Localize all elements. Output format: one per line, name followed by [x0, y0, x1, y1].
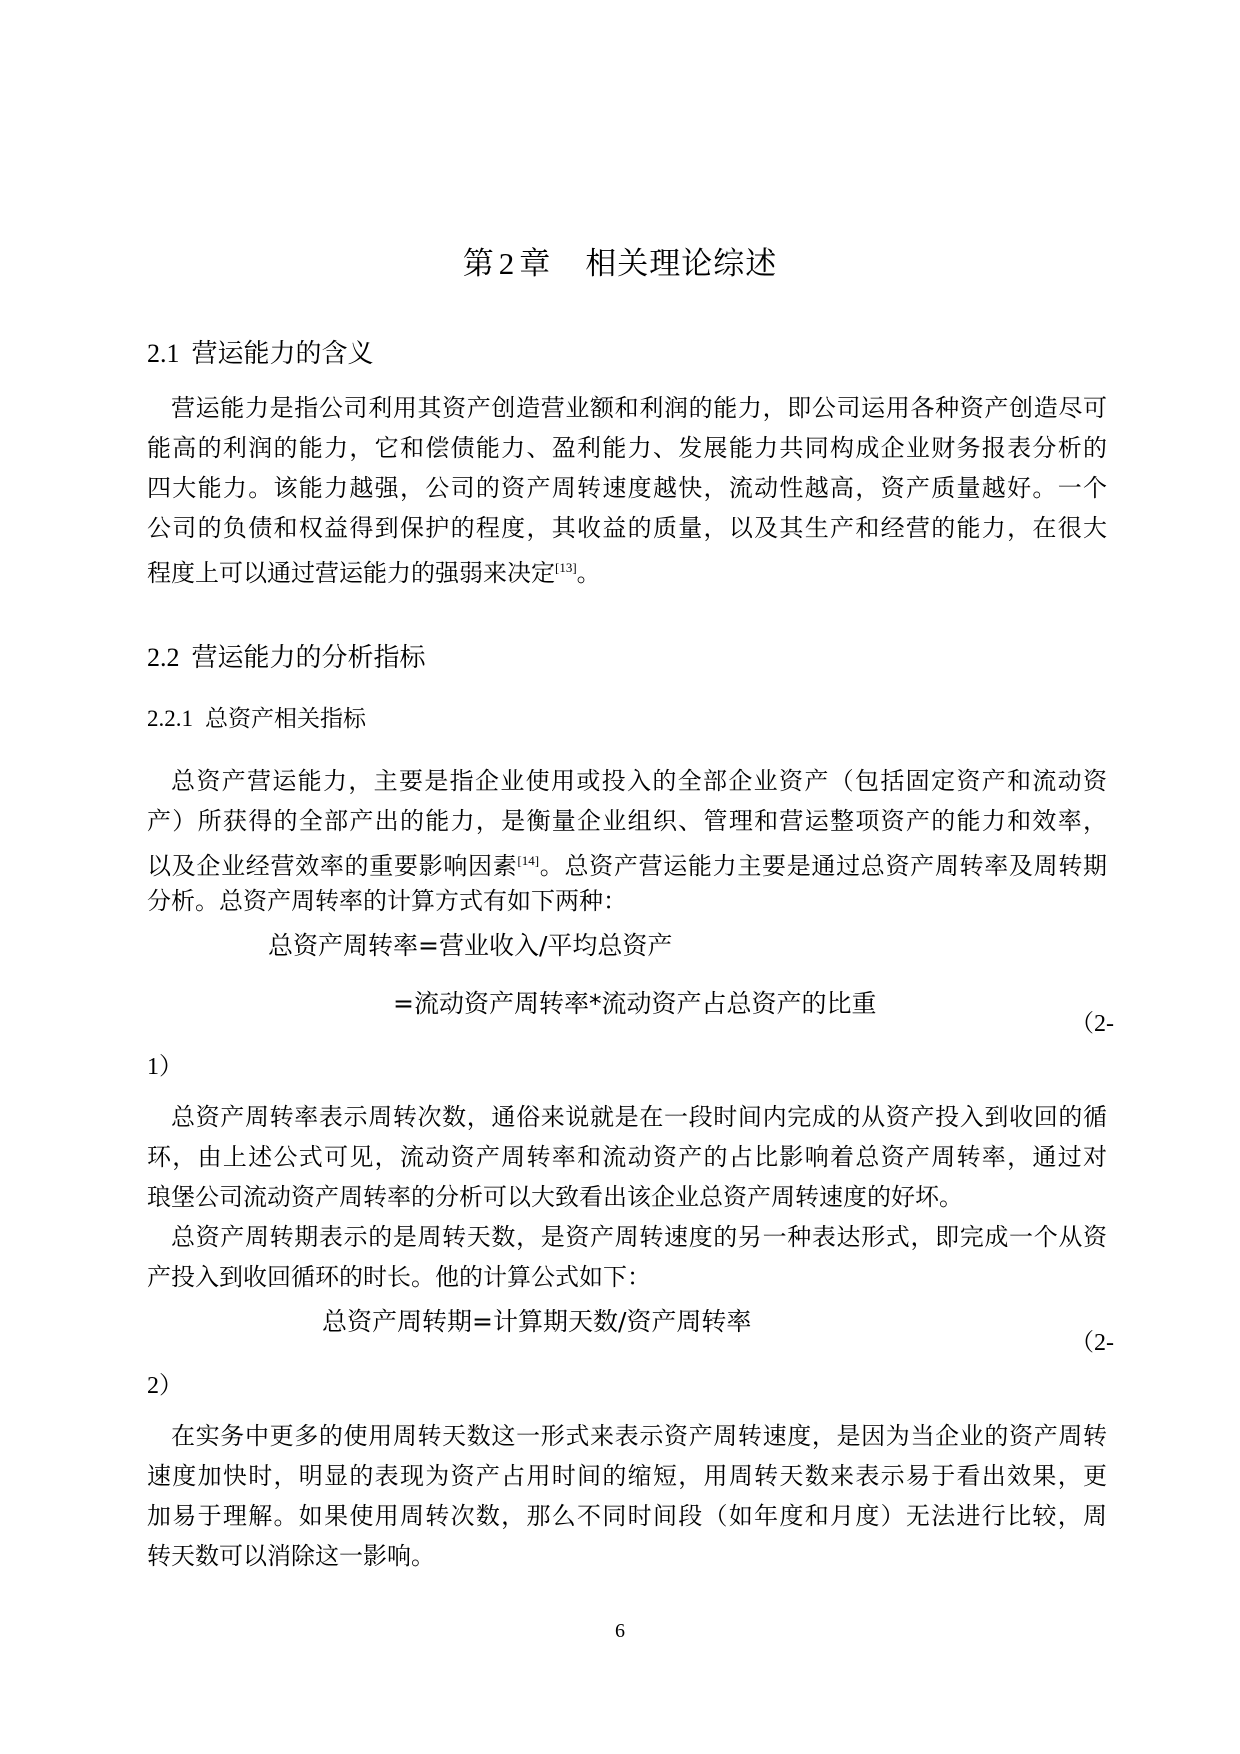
paragraph-line: 在实务中更多的使用周转天数这一形式来表示资产周转速度，是因为当企业的资产周转 [171, 1422, 1107, 1450]
subsection-title: 总资产相关指标 [205, 706, 366, 732]
paragraph-line [147, 841, 1107, 886]
chapter-heading [0, 238, 1240, 283]
line-text: 程度上可以通过营运能力的强弱来决定 [147, 559, 555, 587]
section-number: 2.1 [147, 339, 180, 368]
formula-line: 总资产周转期=计算期天数/资产周转率 [322, 1307, 752, 1336]
paragraph-line: 总资产营运能力，主要是指企业使用或投入的全部企业资产（包括固定资产和流动资 [171, 767, 1107, 795]
paragraph-line: 营运能力是指公司利用其资产创造营业额和利润的能力，即公司运用各种资产创造尽可 [171, 394, 1107, 422]
section-title: 营运能力的分析指标 [191, 643, 426, 673]
paragraph-line: 总资产周转期表示的是周转天数，是资产周转速度的另一种表达形式，即完成一个从资 [171, 1223, 1107, 1251]
paragraph-line: 速度加快时，明显的表现为资产占用时间的缩短，用周转天数来表示易于看出效果，更 [147, 1462, 1107, 1490]
paragraph-line [147, 548, 1107, 593]
end-punct: 。 [576, 559, 601, 587]
subsection-number: 2.2.1 [147, 706, 193, 731]
paragraph-line: 能高的利润的能力，它和偿债能力、盈利能力、发展能力共同构成企业财务报表分析的 [147, 434, 1107, 462]
section-title: 营运能力的含义 [191, 339, 374, 369]
section-number: 2.2 [147, 643, 180, 672]
paragraph-line: 琅堡公司流动资产周转率的分析可以大致看出该企业总资产周转速度的好坏。 [147, 1183, 963, 1211]
citation: [13] [555, 560, 577, 575]
paragraph-line: 产）所获得的全部产出的能力，是衡量企业组织、管理和营运整项资产的能力和效率， [147, 807, 1107, 835]
page-number: 6 [615, 1620, 625, 1642]
formula-line: 总资产周转率=营业收入/平均总资产 [268, 931, 673, 960]
chapter-suffix: 章 [519, 246, 552, 282]
equation-number-open: （2- [1070, 1330, 1114, 1356]
citation: [14] [517, 853, 540, 868]
equation-number-close: 2） [147, 1373, 183, 1399]
chapter-title: 相关理论综述 [585, 246, 778, 282]
chapter-number: 2 [498, 246, 516, 281]
line-text: 。总资产营运能力主要是通过总资产周转率及周转期 [539, 852, 1108, 880]
paragraph-line: 产投入到收回循环的时长。他的计算公式如下： [147, 1263, 651, 1291]
section-2-1-heading [147, 333, 374, 370]
paragraph-line: 转天数可以消除这一影响。 [147, 1542, 435, 1570]
subsection-2-2-1-heading [147, 700, 366, 733]
paragraph-line: 分析。总资产周转率的计算方式有如下两种： [147, 887, 627, 915]
paragraph-line: 环，由上述公式可见，流动资产周转率和流动资产的占比影响着总资产周转率，通过对 [147, 1143, 1107, 1171]
line-text: 以及企业经营效率的重要影响因素 [147, 852, 518, 880]
paragraph-line: 加易于理解。如果使用周转次数，那么不同时间段（如年度和月度）无法进行比较，周 [147, 1502, 1107, 1530]
chapter-prefix: 第 [462, 246, 495, 282]
formula-line: =流动资产周转率*流动资产占总资产的比重 [393, 989, 877, 1018]
equation-number-open: （2- [1070, 1011, 1114, 1037]
paragraph-line: 总资产周转率表示周转次数，通俗来说就是在一段时间内完成的从资产投入到收回的循 [171, 1103, 1107, 1131]
paragraph-line: 公司的负债和权益得到保护的程度，其收益的质量，以及其生产和经营的能力，在很大 [147, 514, 1107, 542]
equation-number-close: 1） [147, 1054, 183, 1080]
section-2-2-heading [147, 637, 426, 674]
paragraph-line: 四大能力。该能力越强，公司的资产周转速度越快，流动性越高，资产质量越好。一个 [147, 474, 1107, 502]
